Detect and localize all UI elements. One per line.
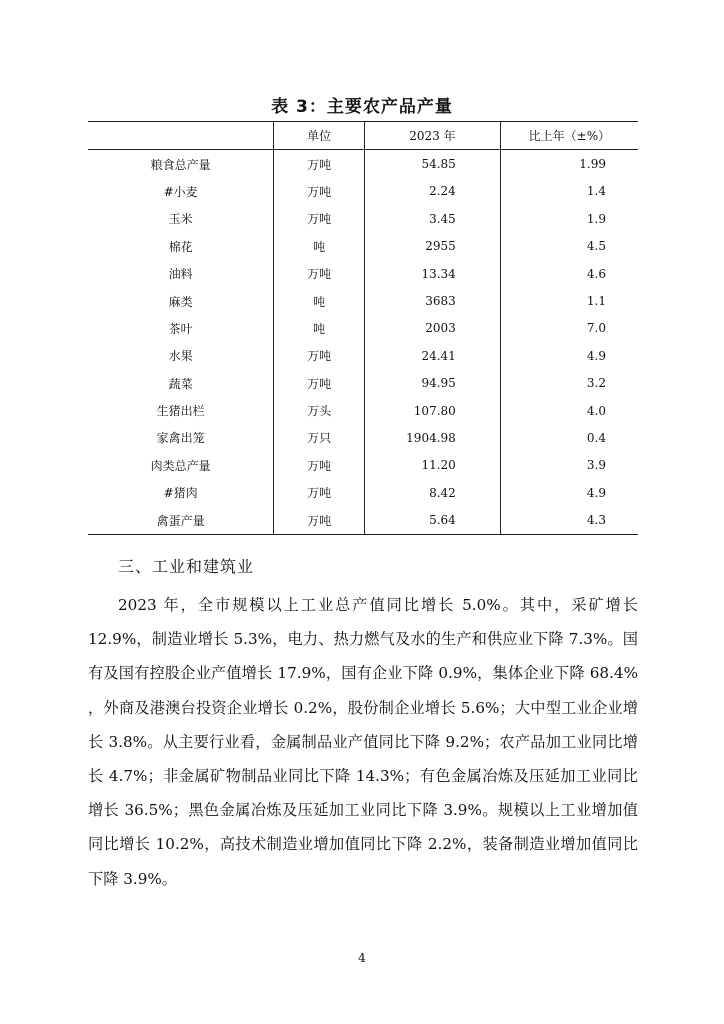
row-value: 24.41 <box>364 342 500 369</box>
table-row <box>88 479 638 506</box>
row-item: #猪肉 <box>88 479 274 506</box>
row-change: 1.4 <box>586 184 606 199</box>
row-change: 4.9 <box>586 348 606 363</box>
row-unit: 万吨 <box>274 370 365 397</box>
table-row <box>88 287 638 314</box>
table-row <box>88 233 638 260</box>
row-change: 1.99 <box>579 157 606 172</box>
row-unit: 万吨 <box>274 150 365 178</box>
section-heading: 三、工业和建筑业 <box>118 557 255 576</box>
header-change: 比上年（±%） <box>528 129 611 144</box>
row-value: 3.45 <box>364 205 500 232</box>
row-item: 茶叶 <box>88 315 274 342</box>
table-row <box>88 397 638 424</box>
table-row <box>88 150 638 178</box>
row-item: 玉米 <box>88 205 274 232</box>
row-item: 禽蛋产量 <box>88 506 274 534</box>
table-row <box>88 370 638 397</box>
row-change: 3.2 <box>586 376 606 391</box>
row-value: 54.85 <box>364 150 500 178</box>
body-paragraph: 2023 年，全市规模以上工业总产值同比增长 5.0%。其中，采矿增长 12.9%，制造业增长 5.3%，电力、热力燃气及水的生产和供应业下降 7.3%。国有及国有控股企业产值增长 17.9%，国有企业下降 0.9%，集体企业下降 68.4% ，外商及港澳台投资企业增长 0.2%，股份制企业增长 5.6%；大中型工业企业增长 3.8%。从主要行业看，金属制品业产值同比下降 9.2%；农产品加工业同比增长 4.7%；非金属矿物制品业同比下降 14.3%；有色金属冶炼及压延加工业同比增长 36.5%；黑色金属冶炼及压延加工业同比下降 3.9%。规模以上工业增加值同比增长 10.2%，高技术制造业增加值同比下降 2.2%，装备制造业增加值同比下降 3.9%。 <box>88 596 638 888</box>
row-item: 油料 <box>88 260 274 287</box>
table-row <box>88 506 638 534</box>
row-unit: 吨 <box>274 233 365 260</box>
header-unit: 单位 <box>274 122 365 150</box>
table-row <box>88 424 638 451</box>
row-change: 4.3 <box>586 513 606 528</box>
row-unit: 万头 <box>274 397 365 424</box>
row-item: 棉花 <box>88 233 274 260</box>
row-item: 生猪出栏 <box>88 397 274 424</box>
row-value: 2.24 <box>364 178 500 205</box>
row-unit: 万吨 <box>274 452 365 479</box>
row-unit: 万吨 <box>274 342 365 369</box>
row-unit: 万吨 <box>274 260 365 287</box>
row-value: 3683 <box>364 287 500 314</box>
row-value: 2955 <box>364 233 500 260</box>
row-change: 0.4 <box>586 430 606 445</box>
row-unit: 万只 <box>274 424 365 451</box>
table-row <box>88 315 638 342</box>
row-item: 肉类总产量 <box>88 452 274 479</box>
row-value: 2003 <box>364 315 500 342</box>
row-value: 1904.98 <box>364 424 500 451</box>
row-change: 4.9 <box>586 485 606 500</box>
row-unit: 万吨 <box>274 479 365 506</box>
row-item: 麻类 <box>88 287 274 314</box>
table-row <box>88 452 638 479</box>
header-item <box>88 122 274 150</box>
table-title: 表 3：主要农产品产量 <box>271 97 453 117</box>
table-row <box>88 205 638 232</box>
row-unit: 吨 <box>274 315 365 342</box>
row-item: 家禽出笼 <box>88 424 274 451</box>
table-header-row <box>88 122 638 150</box>
row-change: 3.9 <box>586 458 606 473</box>
row-value: 8.42 <box>364 479 500 506</box>
row-value: 13.34 <box>364 260 500 287</box>
table-row <box>88 178 638 205</box>
row-value: 11.20 <box>364 452 500 479</box>
row-change: 7.0 <box>586 321 606 336</box>
row-value: 107.80 <box>364 397 500 424</box>
row-change: 4.5 <box>586 239 606 254</box>
agricultural-output-table <box>88 121 638 535</box>
row-item: 粮食总产量 <box>88 150 274 178</box>
row-unit: 万吨 <box>274 178 365 205</box>
row-item: #小麦 <box>88 178 274 205</box>
page-number: 4 <box>358 951 366 965</box>
table-row <box>88 342 638 369</box>
row-item: 蔬菜 <box>88 370 274 397</box>
row-change: 1.1 <box>586 294 606 309</box>
row-change: 4.6 <box>586 266 606 281</box>
row-value: 5.64 <box>364 506 500 534</box>
row-unit: 万吨 <box>274 205 365 232</box>
header-value: 2023 年 <box>364 122 500 150</box>
row-unit: 吨 <box>274 287 365 314</box>
row-unit: 万吨 <box>274 506 365 534</box>
row-item: 水果 <box>88 342 274 369</box>
row-change: 4.0 <box>586 403 606 418</box>
row-change: 1.9 <box>586 211 606 226</box>
row-value: 94.95 <box>364 370 500 397</box>
table-row <box>88 260 638 287</box>
